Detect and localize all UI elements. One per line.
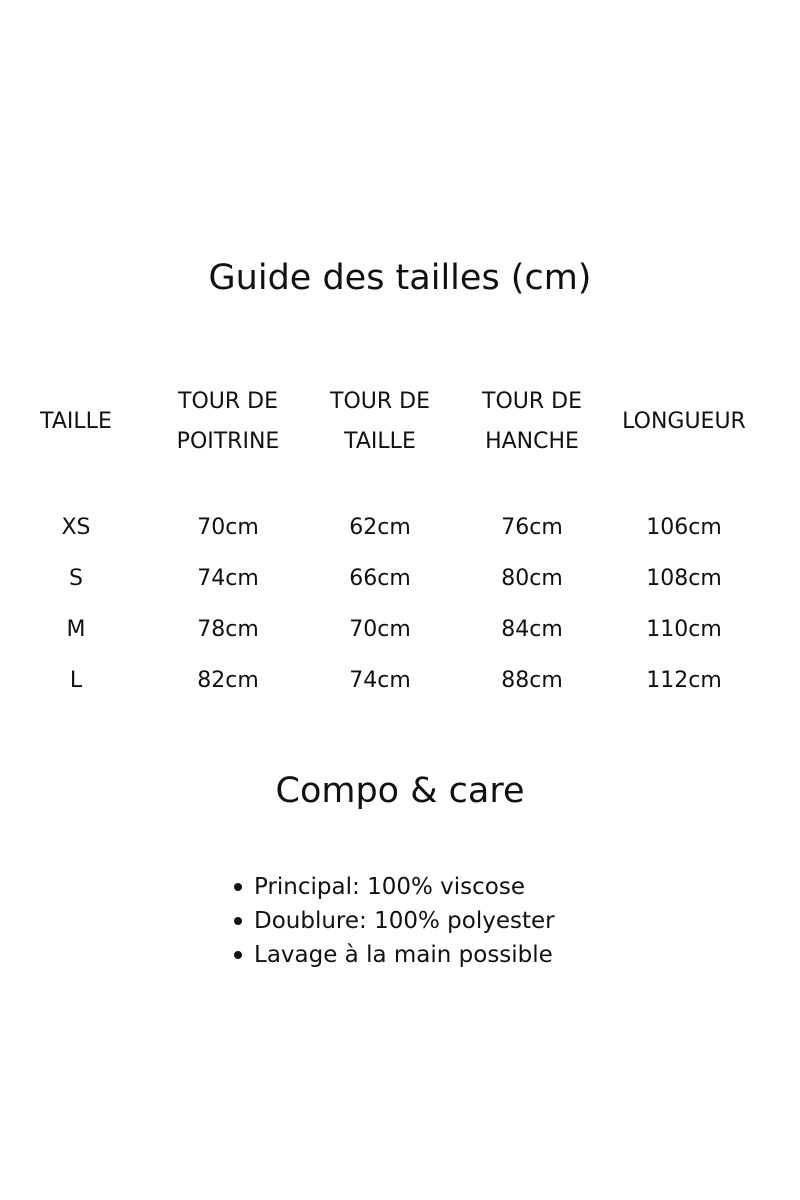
table-cell-length: 106cm bbox=[646, 515, 722, 540]
bullet-icon bbox=[234, 883, 242, 891]
table-cell-chest: 70cm bbox=[197, 515, 259, 540]
table-header-length: LONGUEUR bbox=[622, 409, 746, 434]
table-cell-waist: 66cm bbox=[349, 566, 411, 591]
table-header-waist-line1: TOUR DE bbox=[330, 389, 430, 414]
care-item-text: Lavage à la main possible bbox=[254, 942, 553, 968]
table-cell-chest: 74cm bbox=[197, 566, 259, 591]
table-cell-size: L bbox=[69, 668, 83, 693]
care-item-text: Principal: 100% viscose bbox=[254, 874, 525, 900]
table-header-hip-line2: HANCHE bbox=[485, 429, 579, 454]
table-cell-chest: 82cm bbox=[197, 668, 259, 693]
care-item-text: Doublure: 100% polyester bbox=[254, 908, 555, 934]
list-item bbox=[232, 870, 555, 904]
table-cell-waist: 74cm bbox=[349, 668, 411, 693]
size-guide-title: Guide des tailles (cm) bbox=[208, 258, 592, 298]
care-list bbox=[232, 870, 555, 972]
table-cell-length: 110cm bbox=[646, 617, 722, 642]
table-cell-size: XS bbox=[61, 515, 91, 540]
table-cell-hip: 80cm bbox=[501, 566, 563, 591]
compo-care-title: Compo & care bbox=[275, 771, 525, 811]
bullet-icon bbox=[234, 951, 242, 959]
table-cell-waist: 70cm bbox=[349, 617, 411, 642]
table-cell-hip: 88cm bbox=[501, 668, 563, 693]
table-cell-length: 112cm bbox=[646, 668, 722, 693]
table-cell-size: M bbox=[66, 617, 86, 642]
table-header-chest-line1: TOUR DE bbox=[178, 389, 278, 414]
table-header-waist-line2: TAILLE bbox=[344, 429, 416, 454]
list-item bbox=[232, 938, 555, 972]
table-cell-length: 108cm bbox=[646, 566, 722, 591]
list-item bbox=[232, 904, 555, 938]
table-cell-chest: 78cm bbox=[197, 617, 259, 642]
table-cell-waist: 62cm bbox=[349, 515, 411, 540]
table-cell-hip: 76cm bbox=[501, 515, 563, 540]
table-header-size: TAILLE bbox=[40, 409, 112, 434]
table-header-hip-line1: TOUR DE bbox=[482, 389, 582, 414]
table-cell-size: S bbox=[69, 566, 83, 591]
table-header-chest-line2: POITRINE bbox=[176, 429, 280, 454]
table-cell-hip: 84cm bbox=[501, 617, 563, 642]
bullet-icon bbox=[234, 917, 242, 925]
